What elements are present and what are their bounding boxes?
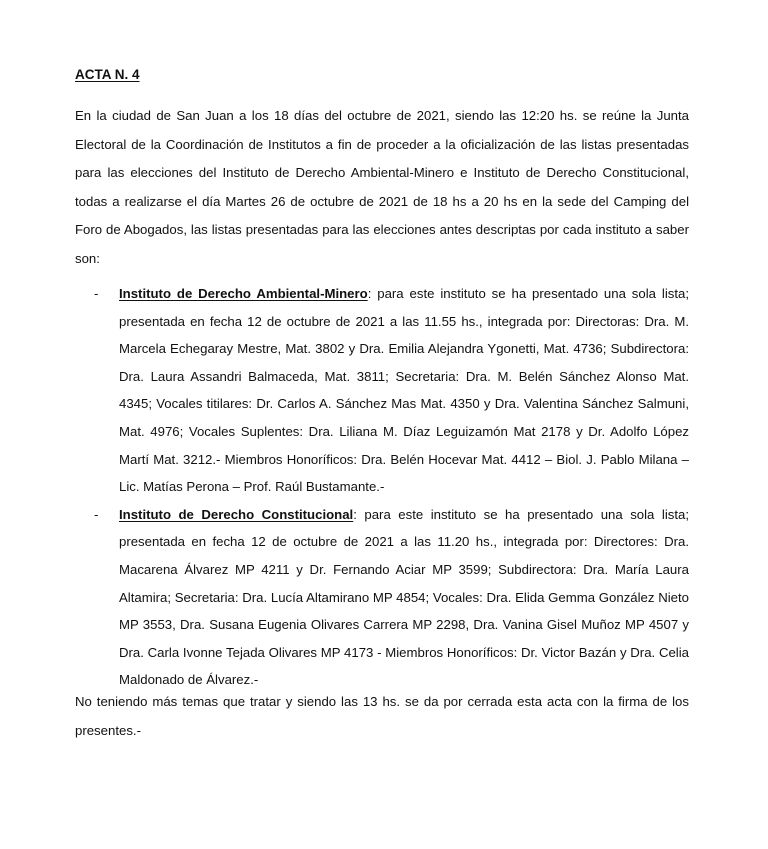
institute-details: : para este instituto se ha presentado una sola lista; presentada en fecha 12 de octubre de 2021 a las 11.20 hs., integrada por: Directores: Dra. Macarena Álvarez MP 4211 y Dr. Fernando Aciar MP 3599; Subdirectora: Dra. María Laura Altamira; Secretaria: Dra. Lucía Altamirano MP 4854; Vocales: Dra. Elida Gemma González Nieto MP 3553, Dra. Susana Eugenia Olivares Carrera MP 2298, Dra. Vanina Gisel Muñoz MP 4507 y Dra. Carla Ivonne Tejada Olivares MP 4173 - Miembros Honoríficos: Dr. Victor Bazán y Dra. Celia Maldonado de Álvarez.- [119, 506, 690, 688]
document-title: ACTA N. 4 [75, 67, 140, 82]
institute-details: : para este instituto se ha presentado una sola lista; presentada en fecha 12 de octubre de 2021 a las 11.55 hs., integrada por: Directoras: Dra. M. Marcela Echegaray Mestre, Mat. 3802 y Dra. Emilia Alejandra Ygonetti, Mat. 4736; Subdirectora: Dra. Laura Assandri Balmaceda, Mat. 3811; Secretaria: Dra. M. Belén Sánchez Alonso Mat. 4345; Vocales titilares: Dr. Carlos A. Sánchez Mas Mat. 4350 y Dra. Valentina Sánchez Salmuni, Mat. 4976; Vocales Suplentes: Dra. Liliana M. Díaz Leguizamón Mat 2178 y Dr. Adolfo López Martí Mat. 3212.- Miembros Honoríficos: Dra. Belén Hocevar Mat. 4412 – Biol. J. Pablo Milana – Lic. Matías Perona – Prof. Raúl Bustamante.- [119, 286, 689, 495]
list-item-constitucional [94, 501, 689, 694]
institute-name: Instituto de Derecho Ambiental-Minero [119, 286, 368, 301]
list-item-ambiental-minero [94, 280, 689, 501]
institute-list [94, 280, 689, 694]
closing-paragraph: No teniendo más temas que tratar y siendo las 13 hs. se da por cerrada esta acta con la firma de los presentes.- [75, 694, 689, 738]
list-bullet: - [94, 286, 99, 301]
intro-paragraph: En la ciudad de San Juan a los 18 días del octubre de 2021, siendo las 12:20 hs. se reúne la Junta Electoral de la Coordinación de Institutos a fin de proceder a la oficialización de las listas presentadas para las elecciones del Instituto de Derecho Ambiental-Minero e Instituto de Derecho Constitucional, todas a realizarse el día Martes 26 de octubre de 2021 de 18 hs a 20 hs en la sede del Camping del Foro de Abogados, las listas presentadas para las elecciones antes descriptas por cada instituto a saber son: [75, 108, 689, 266]
list-bullet: - [94, 506, 99, 522]
institute-name: Instituto de Derecho Constitucional [119, 506, 354, 522]
